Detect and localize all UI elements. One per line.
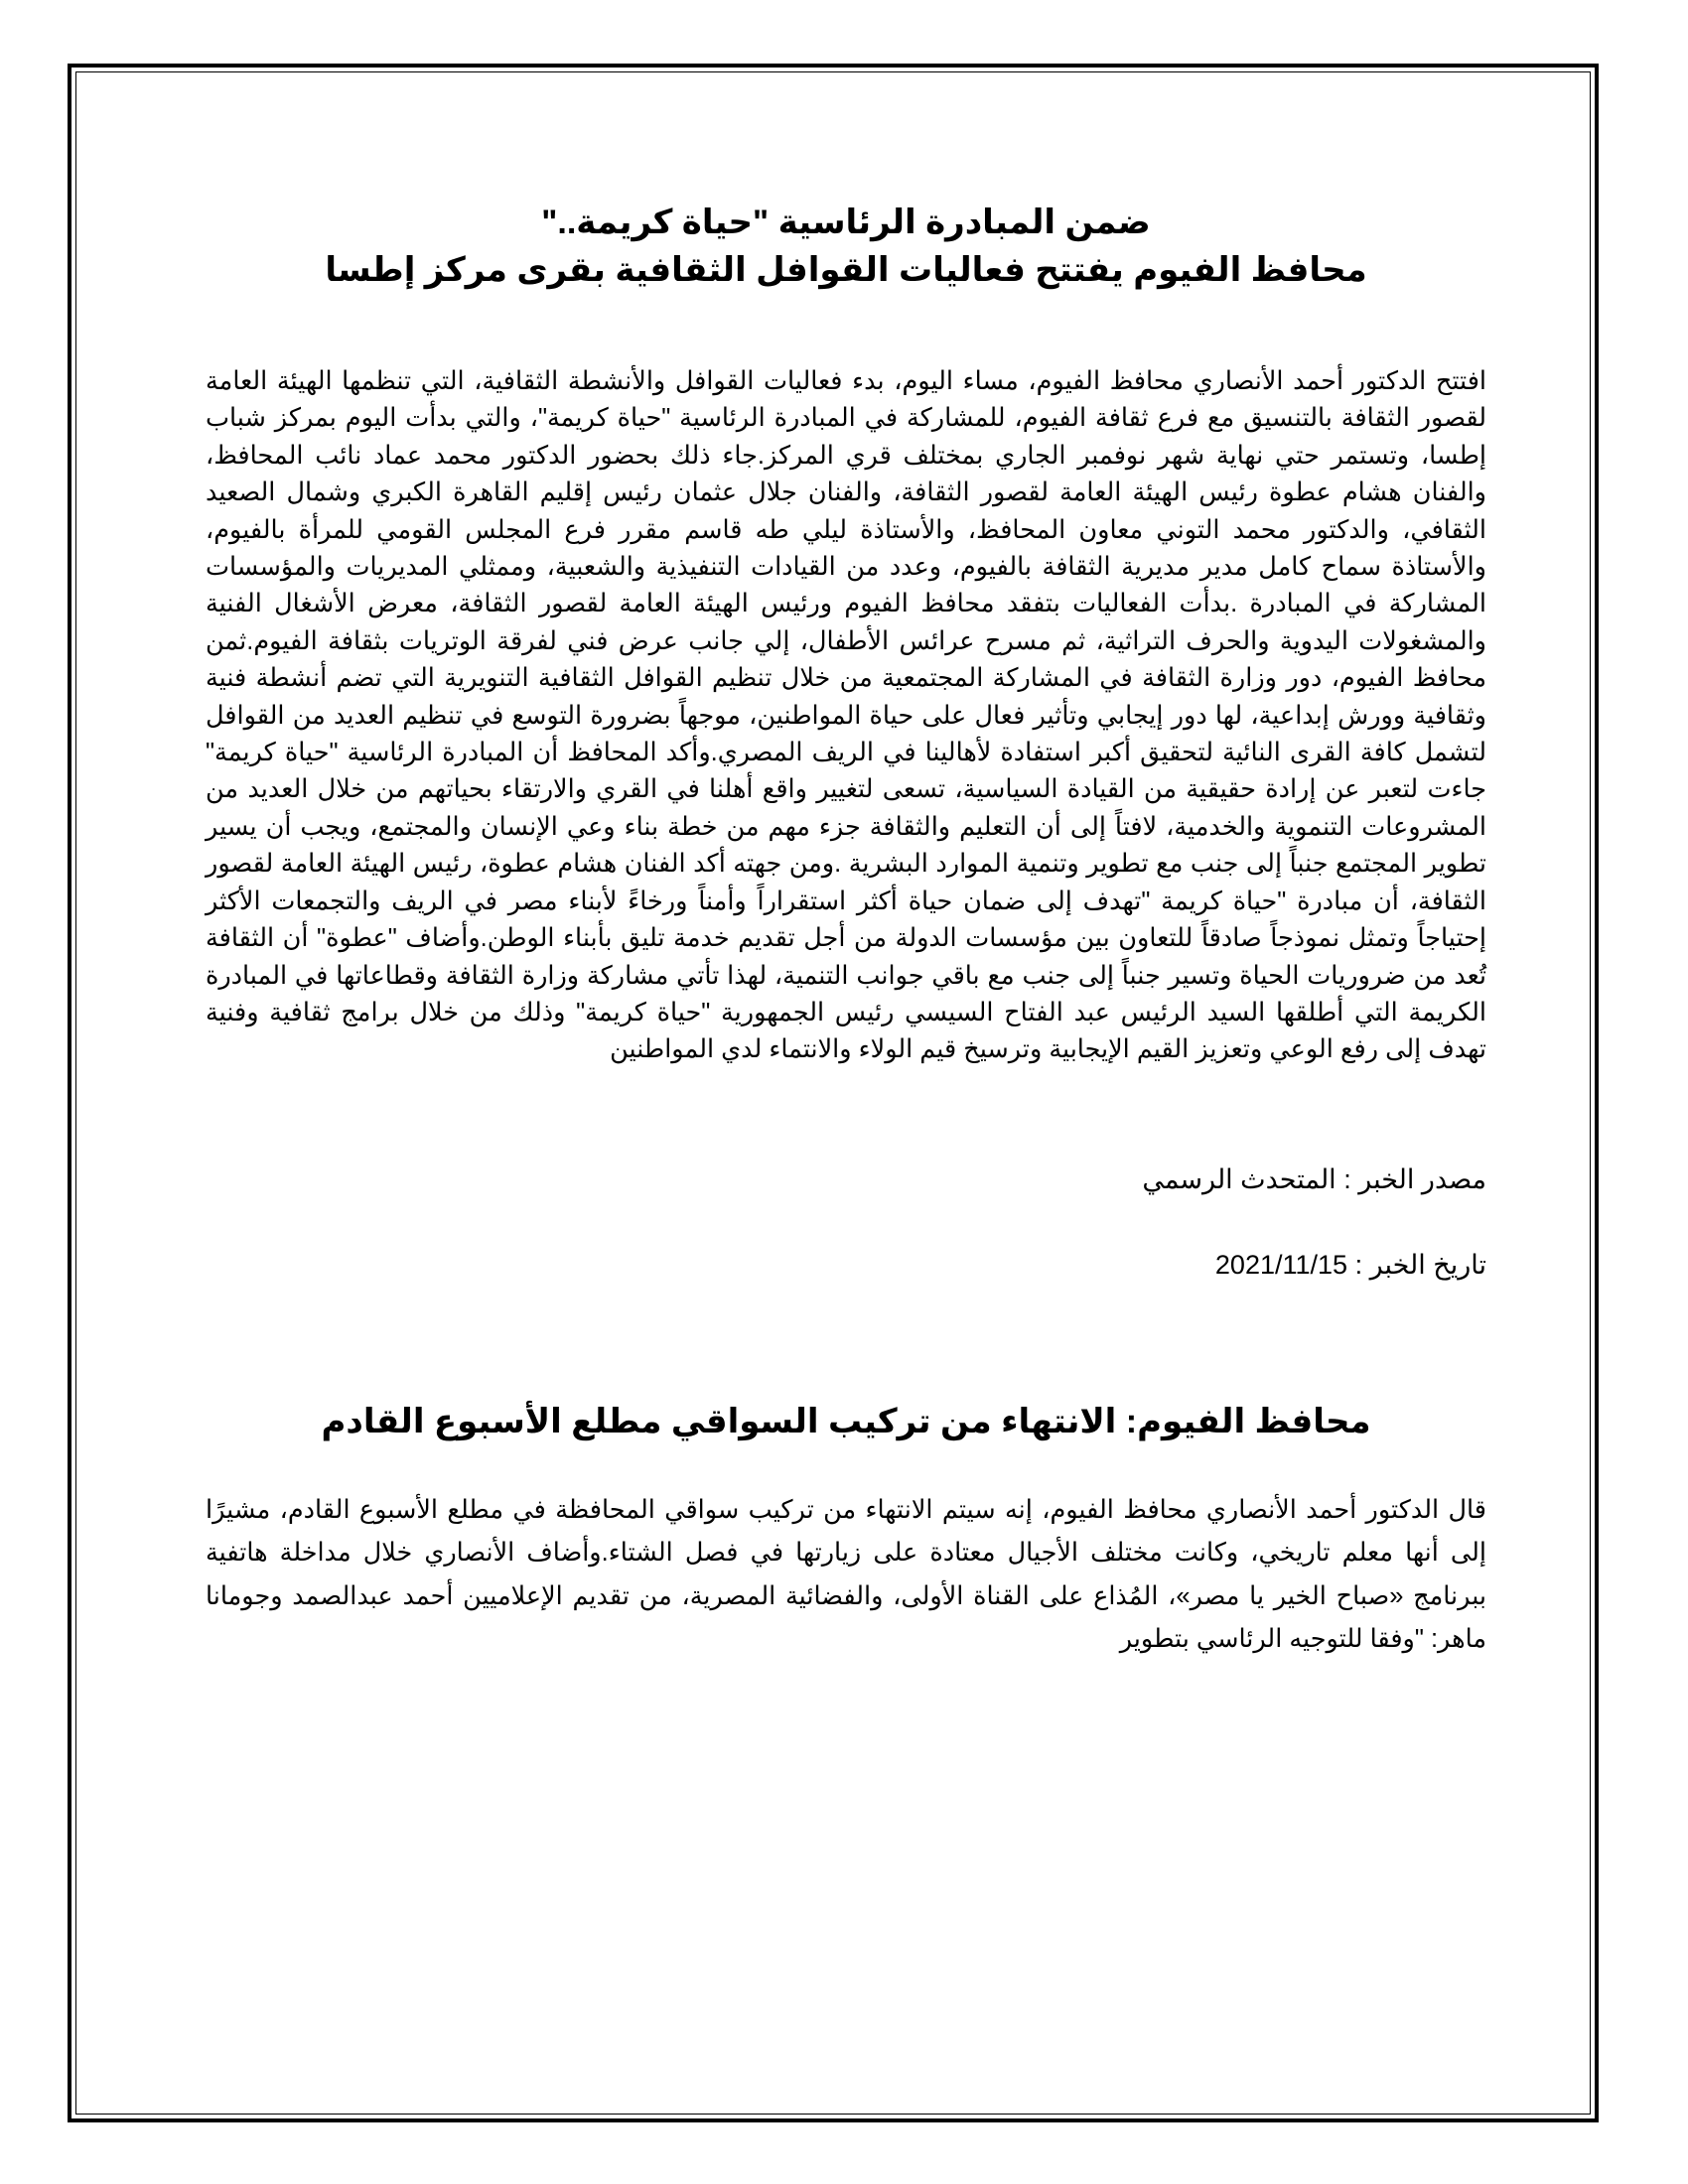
article-1-body: افتتح الدكتور أحمد الأنصاري محافظ الفيوم، مساء اليوم، بدء فعاليات القوافل والأنشطة الثقافية، التي تنظمها الهيئة العامة لقصور الثقافة بالتنسيق مع فرع ثقافة الفيوم، للمشاركة في المبادرة الرئاسية "حياة كريمة"، والتي بدأت اليوم بمركز شباب إطسا، وتستمر حتي نهاية شهر نوفمبر الجاري بمختلف قري المركز.جاء ذلك بحضور الدكتور محمد عماد نائب المحافظ، والفنان هشام عطوة رئيس الهيئة العامة لقصور الثقافة، والفنان جلال عثمان رئيس إقليم القاهرة الكبري وشمال الصعيد الثقافي، والدكتور محمد التوني معاون المحافظ، والأستاذة ليلي طه قاسم مقرر فرع المجلس القومي للمرأة بالفيوم، والأستاذة سماح كامل مدير مديرية الثقافة بالفيوم، وعدد من القيادات التنفيذية والشعبية، وممثلي المديريات والمؤسسات المشاركة في المبادرة .بدأت الفعاليات بتفقد محافظ الفيوم ورئيس الهيئة العامة لقصور الثقافة، معرض الأشغال الفنية والمشغولات اليدوية والحرف التراثية، ثم مسرح عرائس الأطفال، إلي جانب عرض فني لفرقة الوتريات بثقافة الفيوم.ثمن محافظ الفيوم، دور وزارة الثقافة في المشاركة المجتمعية من خلال تنظيم القوافل الثقافية التنويرية التي تضم أنشطة فنية وثقافية وورش إبداعية، لها دور إيجابي وتأثير فعال على حياة المواطنين، موجهاً بضرورة التوسع في تنظيم العديد من القوافل لتشمل كافة القرى النائية لتحقيق أكبر استفادة لأهالينا في الريف المصري.وأكد المحافظ أن المبادرة الرئاسية "حياة كريمة" جاءت لتعبر عن إرادة حقيقية من القيادة السياسية، تسعى لتغيير واقع أهلنا في القري والارتقاء بحياتهم من خلال العديد من المشروعات التنموية والخدمية، لافتاً إلى أن التعليم والثقافة جزء مهم من خطة بناء وعي الإنسان والمجتمع، ويجب أن يسير تطوير المجتمع جنباً إلى جنب مع تطوير وتنمية الموارد البشرية .ومن جهته أكد الفنان هشام عطوة، رئيس الهيئة العامة لقصور الثقافة، أن مبادرة "حياة كريمة "تهدف إلى ضمان حياة أكثر استقراراً وأمناً ورخاءً لأبناء مصر في الريف والتجمعات الأكثر إحتياجاً وتمثل نموذجاً صادقاً للتعاون بين مؤسسات الدولة من أجل تقديم خدمة تليق بأبناء الوطن.وأضاف "عطوة" أن الثقافة تُعد من ضروريات الحياة وتسير جنباً إلى جنب مع باقي جوانب التنمية، لهذا تأتي مشاركة وزارة الثقافة وقطاعاتها في المبادرة الكريمة التي أطلقها السيد الرئيس عبد الفتاح السيسي رئيس الجمهورية "حياة كريمة" وذلك من خلال برامج ثقافية وفنية تهدف إلى رفع الوعي وتعزيز القيم الإيجابية وترسيخ قيم الولاء والانتماء لدي المواطنين: [206, 367, 1486, 1064]
article-1-title-line-2: محافظ الفيوم يفتتح فعاليات القوافل الثقافية بقرى مركز إطسا: [325, 251, 1367, 289]
news-source-label: مصدر الخبر :: [1343, 1163, 1486, 1194]
news-source-line: [206, 1160, 1486, 1198]
article-2-body: قال الدكتور أحمد الأنصاري محافظ الفيوم، إنه سيتم الانتهاء من تركيب سواقي المحافظة في مطلع الأسبوع القادم، مشيرًا إلى أنها معلم تاريخي، وكانت مختلف الأجيال معتادة على زيارتها في فصل الشتاء.وأضاف الأنصاري خلال مداخلة هاتفية ببرنامج «صباح الخير يا مصر»، المُذاع على القناة الأولى، والفضائية المصرية، من تقديم الإعلاميين أحمد عبدالصمد وجومانا ماهر: "وفقا للتوجيه الرئاسي بتطوير: [206, 1495, 1486, 1654]
document-content: [206, 199, 1486, 1662]
news-date-value: 2021/11/15: [1214, 1249, 1348, 1280]
article-1-title-line-1: ضمن المبادرة الرئاسية "حياة كريمة..": [541, 204, 1151, 241]
news-date-line: [206, 1246, 1486, 1284]
article-2: [206, 1398, 1486, 1662]
article-2-title: محافظ الفيوم: الانتهاء من تركيب السواقي مطلع الأسبوع القادم: [321, 1402, 1371, 1440]
article-1-title: [206, 199, 1486, 294]
news-source-value: المتحدث الرسمي: [1142, 1163, 1336, 1194]
news-date-label: تاريخ الخبر :: [1354, 1249, 1486, 1280]
article-1: [206, 199, 1486, 1284]
